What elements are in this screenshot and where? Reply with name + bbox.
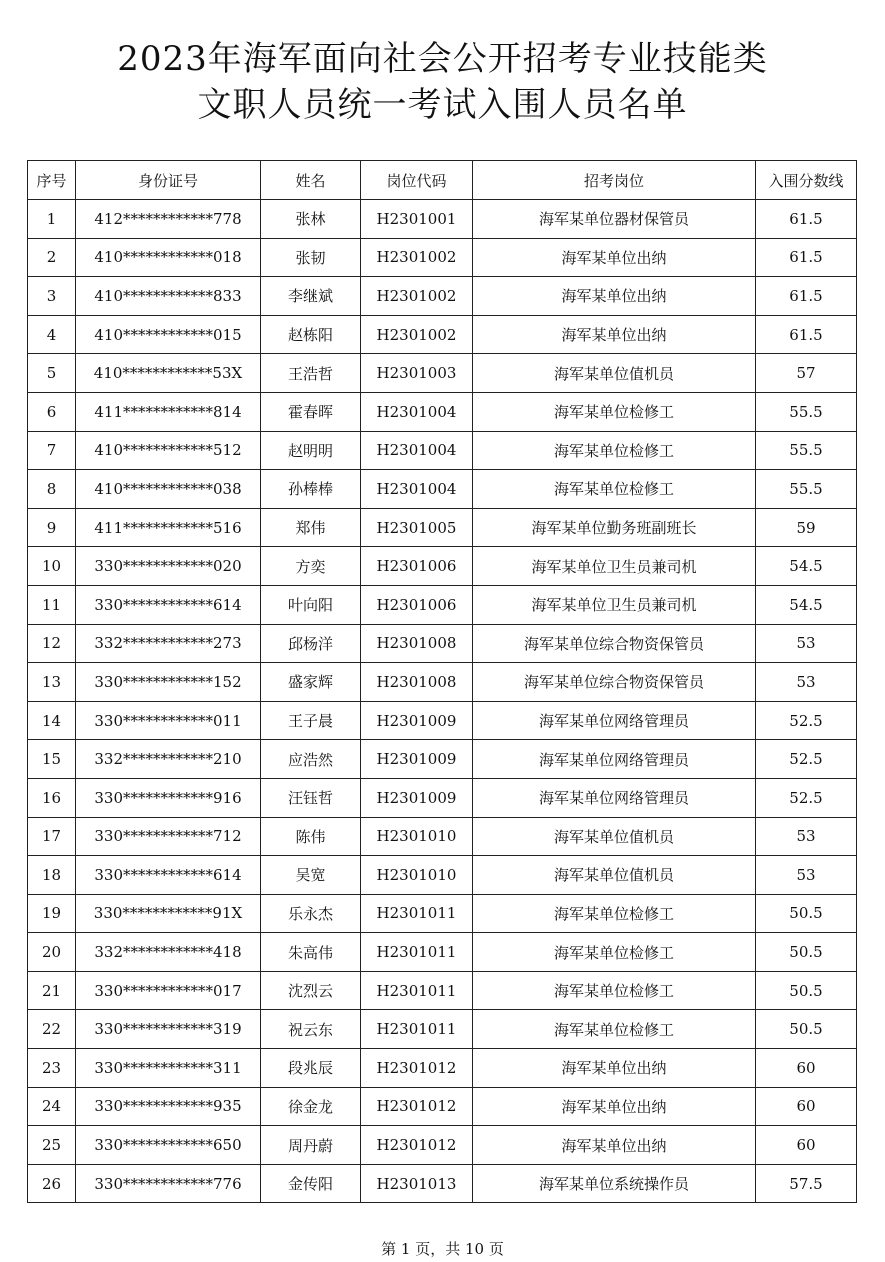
table-row [28, 1010, 857, 1049]
table-row [28, 392, 857, 431]
cell-score: 52.5 [756, 740, 857, 779]
cell-seq: 23 [28, 1049, 76, 1088]
cell-position: 海军某单位出纳 [473, 1126, 756, 1165]
cell-score: 53 [756, 856, 857, 895]
cell-position: 海军某单位出纳 [473, 238, 756, 277]
cell-name: 汪钰哲 [261, 778, 361, 817]
document-title-line1: 2023年海军面向社会公开招考专业技能类 [117, 39, 768, 79]
cell-seq: 22 [28, 1010, 76, 1049]
cell-code: H2301011 [361, 933, 473, 972]
cell-score: 54.5 [756, 547, 857, 586]
cell-code: H2301013 [361, 1164, 473, 1203]
table-row [28, 740, 857, 779]
cell-score: 50.5 [756, 933, 857, 972]
cell-seq: 26 [28, 1164, 76, 1203]
cell-score: 57.5 [756, 1164, 857, 1203]
cell-seq: 25 [28, 1126, 76, 1165]
cell-position: 海军某单位值机员 [473, 817, 756, 856]
cell-name: 郑伟 [261, 508, 361, 547]
cell-code: H2301002 [361, 277, 473, 316]
table-row [28, 817, 857, 856]
cell-position: 海军某单位网络管理员 [473, 778, 756, 817]
table-row [28, 1126, 857, 1165]
cell-score: 61.5 [756, 238, 857, 277]
cell-score: 61.5 [756, 277, 857, 316]
cell-score: 61.5 [756, 200, 857, 239]
cell-seq: 3 [28, 277, 76, 316]
cell-seq: 1 [28, 200, 76, 239]
cell-seq: 21 [28, 971, 76, 1010]
table-row [28, 200, 857, 239]
cell-id: 330************614 [76, 585, 261, 624]
cell-seq: 6 [28, 392, 76, 431]
cell-score: 50.5 [756, 1010, 857, 1049]
cell-name: 沈烈云 [261, 971, 361, 1010]
cell-id: 410************53X [76, 354, 261, 393]
cell-code: H2301011 [361, 894, 473, 933]
cell-position: 海军某单位检修工 [473, 470, 756, 509]
cell-code: H2301012 [361, 1049, 473, 1088]
table-row [28, 1049, 857, 1088]
cell-position: 海军某单位网络管理员 [473, 701, 756, 740]
cell-id: 411************516 [76, 508, 261, 547]
table-row [28, 315, 857, 354]
table-row [28, 663, 857, 702]
cell-position: 海军某单位出纳 [473, 277, 756, 316]
cell-id: 330************91X [76, 894, 261, 933]
cell-seq: 17 [28, 817, 76, 856]
cell-code: H2301002 [361, 238, 473, 277]
cell-code: H2301004 [361, 431, 473, 470]
cell-name: 乐永杰 [261, 894, 361, 933]
cell-name: 朱高伟 [261, 933, 361, 972]
cell-position: 海军某单位综合物资保管员 [473, 624, 756, 663]
cell-score: 55.5 [756, 470, 857, 509]
cell-seq: 12 [28, 624, 76, 663]
cell-score: 60 [756, 1087, 857, 1126]
cell-name: 李继斌 [261, 277, 361, 316]
cell-code: H2301012 [361, 1087, 473, 1126]
cell-seq: 4 [28, 315, 76, 354]
cell-score: 60 [756, 1049, 857, 1088]
cell-score: 50.5 [756, 894, 857, 933]
cell-code: H2301009 [361, 778, 473, 817]
document-title-line2: 文职人员统一考试入围人员名单 [197, 85, 688, 125]
cell-id: 330************020 [76, 547, 261, 586]
cell-name: 陈伟 [261, 817, 361, 856]
cell-code: H2301004 [361, 392, 473, 431]
cell-score: 52.5 [756, 778, 857, 817]
cell-position: 海军某单位检修工 [473, 431, 756, 470]
cell-name: 叶向阳 [261, 585, 361, 624]
cell-position: 海军某单位值机员 [473, 856, 756, 895]
cell-seq: 2 [28, 238, 76, 277]
cell-id: 330************017 [76, 971, 261, 1010]
cell-id: 332************273 [76, 624, 261, 663]
cell-id: 332************418 [76, 933, 261, 972]
cell-name: 金传阳 [261, 1164, 361, 1203]
header-position: 招考岗位 [473, 161, 756, 200]
cell-seq: 14 [28, 701, 76, 740]
cell-code: H2301009 [361, 740, 473, 779]
cell-seq: 5 [28, 354, 76, 393]
cell-seq: 20 [28, 933, 76, 972]
cell-code: H2301008 [361, 624, 473, 663]
cell-score: 61.5 [756, 315, 857, 354]
table-row [28, 354, 857, 393]
cell-name: 祝云东 [261, 1010, 361, 1049]
cell-position: 海军某单位卫生员兼司机 [473, 585, 756, 624]
cell-seq: 19 [28, 894, 76, 933]
cell-id: 330************776 [76, 1164, 261, 1203]
cell-seq: 10 [28, 547, 76, 586]
table-row [28, 1087, 857, 1126]
cell-seq: 9 [28, 508, 76, 547]
cell-score: 59 [756, 508, 857, 547]
cell-id: 411************814 [76, 392, 261, 431]
cell-name: 张林 [261, 200, 361, 239]
cell-seq: 13 [28, 663, 76, 702]
cell-position: 海军某单位出纳 [473, 1087, 756, 1126]
cell-code: H2301004 [361, 470, 473, 509]
header-id: 身份证号 [76, 161, 261, 200]
header-name: 姓名 [261, 161, 361, 200]
candidate-table [27, 160, 857, 1203]
cell-name: 徐金龙 [261, 1087, 361, 1126]
cell-name: 应浩然 [261, 740, 361, 779]
cell-name: 赵明明 [261, 431, 361, 470]
cell-position: 海军某单位检修工 [473, 1010, 756, 1049]
cell-id: 330************712 [76, 817, 261, 856]
cell-position: 海军某单位出纳 [473, 1049, 756, 1088]
cell-code: H2301011 [361, 971, 473, 1010]
cell-seq: 16 [28, 778, 76, 817]
table-row [28, 238, 857, 277]
cell-position: 海军某单位检修工 [473, 933, 756, 972]
cell-code: H2301012 [361, 1126, 473, 1165]
cell-position: 海军某单位卫生员兼司机 [473, 547, 756, 586]
cell-score: 52.5 [756, 701, 857, 740]
cell-id: 412************778 [76, 200, 261, 239]
cell-name: 王浩哲 [261, 354, 361, 393]
cell-position: 海军某单位系统操作员 [473, 1164, 756, 1203]
cell-id: 330************614 [76, 856, 261, 895]
cell-code: H2301003 [361, 354, 473, 393]
cell-id: 410************038 [76, 470, 261, 509]
cell-id: 330************935 [76, 1087, 261, 1126]
cell-name: 邱杨洋 [261, 624, 361, 663]
cell-position: 海军某单位检修工 [473, 894, 756, 933]
cell-name: 盛家辉 [261, 663, 361, 702]
cell-score: 50.5 [756, 971, 857, 1010]
cell-seq: 24 [28, 1087, 76, 1126]
cell-name: 周丹蔚 [261, 1126, 361, 1165]
cell-score: 60 [756, 1126, 857, 1165]
cell-position: 海军某单位网络管理员 [473, 740, 756, 779]
cell-code: H2301010 [361, 817, 473, 856]
cell-id: 410************833 [76, 277, 261, 316]
cell-name: 方奕 [261, 547, 361, 586]
cell-code: H2301006 [361, 547, 473, 586]
cell-code: H2301008 [361, 663, 473, 702]
cell-position: 海军某单位出纳 [473, 315, 756, 354]
cell-score: 53 [756, 663, 857, 702]
cell-score: 53 [756, 624, 857, 663]
table-row [28, 431, 857, 470]
cell-code: H2301001 [361, 200, 473, 239]
cell-code: H2301009 [361, 701, 473, 740]
cell-score: 54.5 [756, 585, 857, 624]
cell-name: 段兆辰 [261, 1049, 361, 1088]
table-row [28, 701, 857, 740]
cell-seq: 11 [28, 585, 76, 624]
header-score: 入围分数线 [756, 161, 857, 200]
cell-id: 410************512 [76, 431, 261, 470]
table-row [28, 971, 857, 1010]
cell-score: 55.5 [756, 431, 857, 470]
cell-name: 王子晨 [261, 701, 361, 740]
cell-id: 330************319 [76, 1010, 261, 1049]
cell-id: 410************015 [76, 315, 261, 354]
table-row [28, 856, 857, 895]
cell-name: 赵栋阳 [261, 315, 361, 354]
cell-seq: 18 [28, 856, 76, 895]
cell-id: 330************011 [76, 701, 261, 740]
cell-id: 330************916 [76, 778, 261, 817]
cell-score: 55.5 [756, 392, 857, 431]
page-footer: 第 1 页，共 10 页 [381, 1240, 504, 1258]
table-row [28, 933, 857, 972]
cell-position: 海军某单位器材保管员 [473, 200, 756, 239]
header-seq: 序号 [28, 161, 76, 200]
cell-seq: 15 [28, 740, 76, 779]
table-row [28, 624, 857, 663]
cell-score: 53 [756, 817, 857, 856]
cell-position: 海军某单位检修工 [473, 392, 756, 431]
cell-position: 海军某单位综合物资保管员 [473, 663, 756, 702]
cell-id: 330************650 [76, 1126, 261, 1165]
cell-code: H2301005 [361, 508, 473, 547]
cell-score: 57 [756, 354, 857, 393]
table-header-row [28, 161, 857, 200]
cell-id: 330************311 [76, 1049, 261, 1088]
cell-name: 孙棒棒 [261, 470, 361, 509]
cell-code: H2301010 [361, 856, 473, 895]
table-row [28, 508, 857, 547]
cell-code: H2301006 [361, 585, 473, 624]
table-row [28, 1164, 857, 1203]
cell-name: 霍春晖 [261, 392, 361, 431]
table-row [28, 778, 857, 817]
cell-name: 张韧 [261, 238, 361, 277]
cell-position: 海军某单位值机员 [473, 354, 756, 393]
cell-id: 332************210 [76, 740, 261, 779]
table-row [28, 277, 857, 316]
cell-code: H2301002 [361, 315, 473, 354]
cell-id: 330************152 [76, 663, 261, 702]
table-row [28, 894, 857, 933]
cell-position: 海军某单位勤务班副班长 [473, 508, 756, 547]
cell-seq: 8 [28, 470, 76, 509]
header-code: 岗位代码 [361, 161, 473, 200]
cell-name: 吴宽 [261, 856, 361, 895]
cell-seq: 7 [28, 431, 76, 470]
cell-id: 410************018 [76, 238, 261, 277]
cell-code: H2301011 [361, 1010, 473, 1049]
table-row [28, 585, 857, 624]
table-row [28, 547, 857, 586]
table-row [28, 470, 857, 509]
cell-position: 海军某单位检修工 [473, 971, 756, 1010]
table-body [28, 200, 857, 1203]
